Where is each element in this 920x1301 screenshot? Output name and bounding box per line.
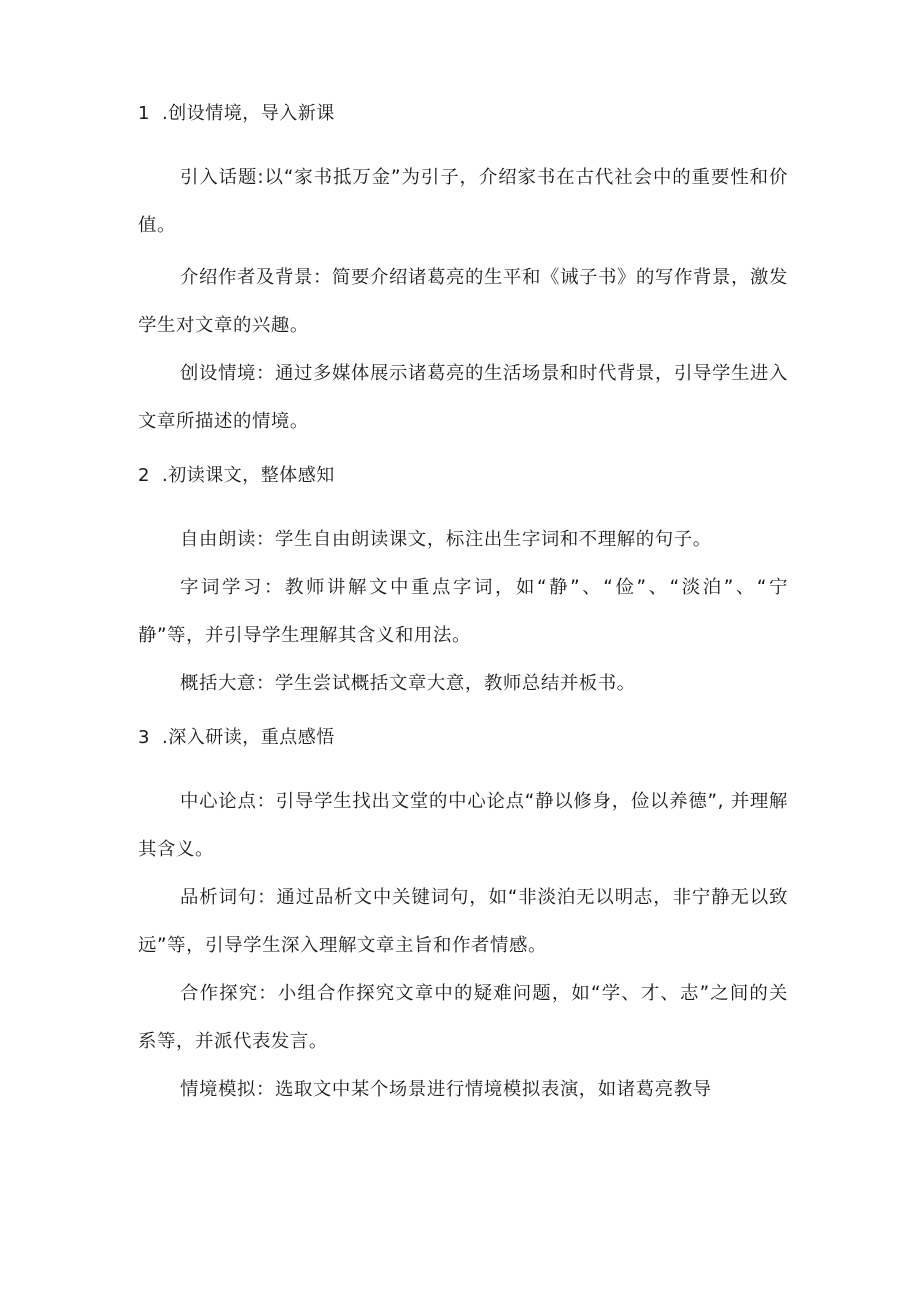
section-number: 2	[138, 465, 150, 486]
section-title: .深入研读，重点感悟	[162, 727, 335, 748]
paragraph: 自由朗读：学生自由朗读课文，标注出生字词和不理解的句子。	[180, 529, 712, 550]
paragraph: 创设情境：通过多媒体展示诸葛亮的生活场景和时代背景，引导学生进入文章所描述的情境。	[138, 363, 788, 432]
paragraph: 字词学习：教师讲解文中重点字词，如“静”、“俭”、“淡泊”、“宁静”等，并引导学生理解其含义和用法。	[138, 577, 788, 646]
paragraph: 合作探究：小组合作探究文章中的疑难问题，如“学、才、志”之间的关系等，并派代表发言。	[138, 983, 788, 1052]
paragraph: 概括大意：学生尝试概括文章大意，教师总结并板书。	[180, 673, 636, 694]
paragraph: 引入话题:以“家书抵万金”为引子，介绍家书在古代社会中的重要性和价值。	[138, 167, 788, 236]
section-title: .初读课文，整体感知	[162, 465, 335, 486]
section-number: 1	[138, 103, 150, 124]
section-3-heading	[138, 724, 788, 752]
paragraph: 介绍作者及背景：简要介绍诸葛亮的生平和《诫子书》的写作背景，激发学生对文章的兴趣。	[138, 267, 788, 336]
section-title: .创设情境，导入新课	[162, 103, 335, 124]
section-number: 3	[138, 727, 150, 748]
section-2-heading	[138, 462, 788, 490]
paragraph: 品析词句：通过品析文中关键词句，如“非淡泊无以明志，非宁静无以致远”等，引导学生深入理解文章主旨和作者情感。	[138, 887, 788, 956]
paragraph: 情境模拟：选取文中某个场景进行情境模拟表演，如诸葛亮教导	[180, 1079, 712, 1100]
section-1-heading	[138, 100, 788, 128]
paragraph: 中心论点：引导学生找出文堂的中心论点“静以修身，俭以养德”, 并理解其含义。	[138, 791, 788, 860]
